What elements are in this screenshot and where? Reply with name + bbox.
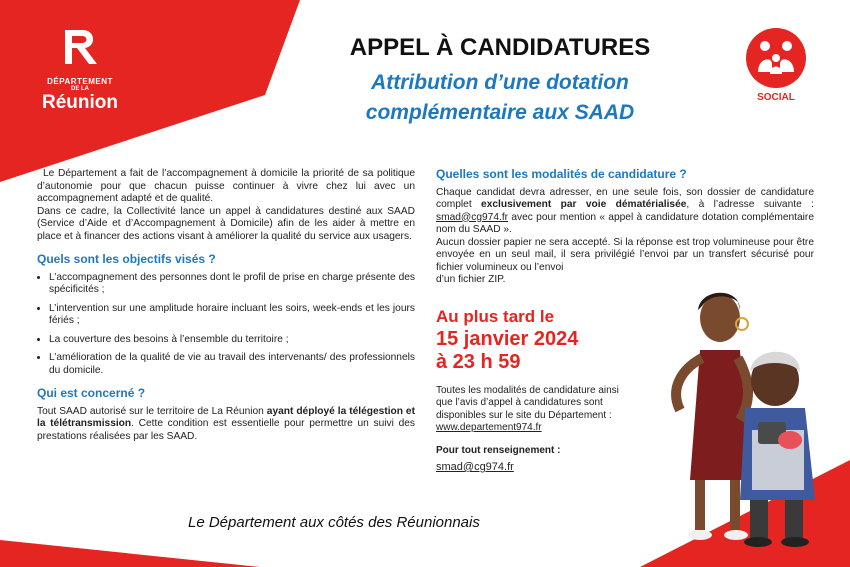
modalities-paragraph-1	[436, 187, 814, 237]
deadline-date: 15 janvier 2024	[436, 327, 579, 350]
intro-paragraph-2: Dans ce cadre, la Collectivité lance un appel à candidatures destiné aux SAAD (Service d’Aide et d’Accompagnement à Domicile) afin de les aider à mettre en place et à financer des actions visant à améliorer la qualité du service aux usagers.	[37, 205, 415, 242]
modalities-heading: Quelles sont les modalités de candidature ?	[436, 167, 687, 181]
info-email-link[interactable]: smad@cg974.fr	[436, 461, 514, 473]
objective-item: • L’accompagnement des personnes dont le profil de prise en charge présente des spécificités ;	[49, 272, 415, 297]
objective-item: • L’intervention sur une amplitude horaire incluant les soirs, week-ends et les jours fériés ;	[49, 303, 415, 328]
availability-text: Toutes les modalités de candidature ainsi que l’avis d’appel à candidatures sont disponibles sur le site du Département :	[436, 384, 619, 421]
social-badge	[744, 28, 808, 103]
departement-logo	[30, 24, 130, 112]
objective-item: • La couverture des besoins à l’ensemble du territoire ;	[49, 334, 415, 347]
footer-tagline: Le Département aux côtés des Réunionnais	[188, 514, 480, 531]
logo-text-de-la: DE LA	[71, 86, 89, 92]
p1-text-end: avec pour mention « appel à candidature dotation complémentaire nom du SAAD ».	[436, 211, 814, 235]
objective-item: • L’amélioration de la qualité de vie au travail des intervenants/ des professionnels du domicile.	[49, 352, 415, 377]
caregiver-illustration	[640, 280, 850, 567]
info-heading: Pour tout renseignement :	[436, 444, 561, 456]
logo-r-mark-icon	[57, 24, 103, 70]
contact-email-link[interactable]: smad@cg974.fr	[436, 211, 509, 223]
p1-text-emphasis: exclusivement par voie dématérialisée	[481, 199, 687, 210]
who-text-end: . Cette condition est essentielle pour permettre un suivi des prestations réalisées par les SAAD.	[37, 418, 415, 442]
modalities-availability	[436, 385, 636, 474]
left-column	[37, 168, 415, 443]
who-text-start: Tout SAAD autorisé sur le territoire de La Réunion	[37, 405, 267, 417]
page-subtitle	[290, 68, 710, 128]
modalities-paragraph-2	[436, 237, 814, 287]
subtitle-line-2: complémentaire aux SAAD	[365, 101, 635, 124]
deadline-line-1: Au plus tard le	[436, 306, 555, 326]
logo-text-departement: DÉPARTEMENT	[47, 77, 113, 86]
deadline-time: à 23 h 59	[436, 350, 521, 373]
logo-text-reunion: Réunion	[42, 92, 118, 113]
who-heading: Qui est concerné ?	[37, 386, 146, 400]
website-link[interactable]: www.departement974.fr	[436, 422, 542, 433]
social-badge-label: SOCIAL	[757, 92, 795, 103]
p2-text-end: d’un fichier ZIP.	[436, 274, 506, 285]
objectives-list	[37, 272, 415, 378]
page-title: APPEL À CANDIDATURES	[349, 34, 651, 61]
p2-text: Aucun dossier papier ne sera accepté. Si la réponse est trop volumineuse pour être envoyée en un seul mail, il sera privilégié l’envoi par un transfert sécurisé pour fichier volumineux ou l’envoi	[436, 236, 814, 273]
intro-paragraph-1: Le Département a fait de l’accompagnement à domicile la priorité de sa politique d’autonomie pour que chacun puisse continuer à vivre chez lui avec un accompagnement adapté et de qualité.	[37, 168, 415, 204]
who-paragraph	[37, 406, 415, 444]
who-text-emphasis: ayant déployé la télégestion et la télétransmission	[37, 405, 415, 429]
p1-text-start: Chaque candidat devra adresser, en une seule fois, son dossier de candidature complet	[436, 186, 814, 210]
subtitle-line-1: Attribution d’une dotation	[371, 71, 629, 94]
objectives-heading: Quels sont les objectifs visés ?	[37, 252, 216, 266]
family-icon	[746, 28, 806, 88]
p1-text-mid: , à l’adresse suivante :	[686, 199, 814, 210]
